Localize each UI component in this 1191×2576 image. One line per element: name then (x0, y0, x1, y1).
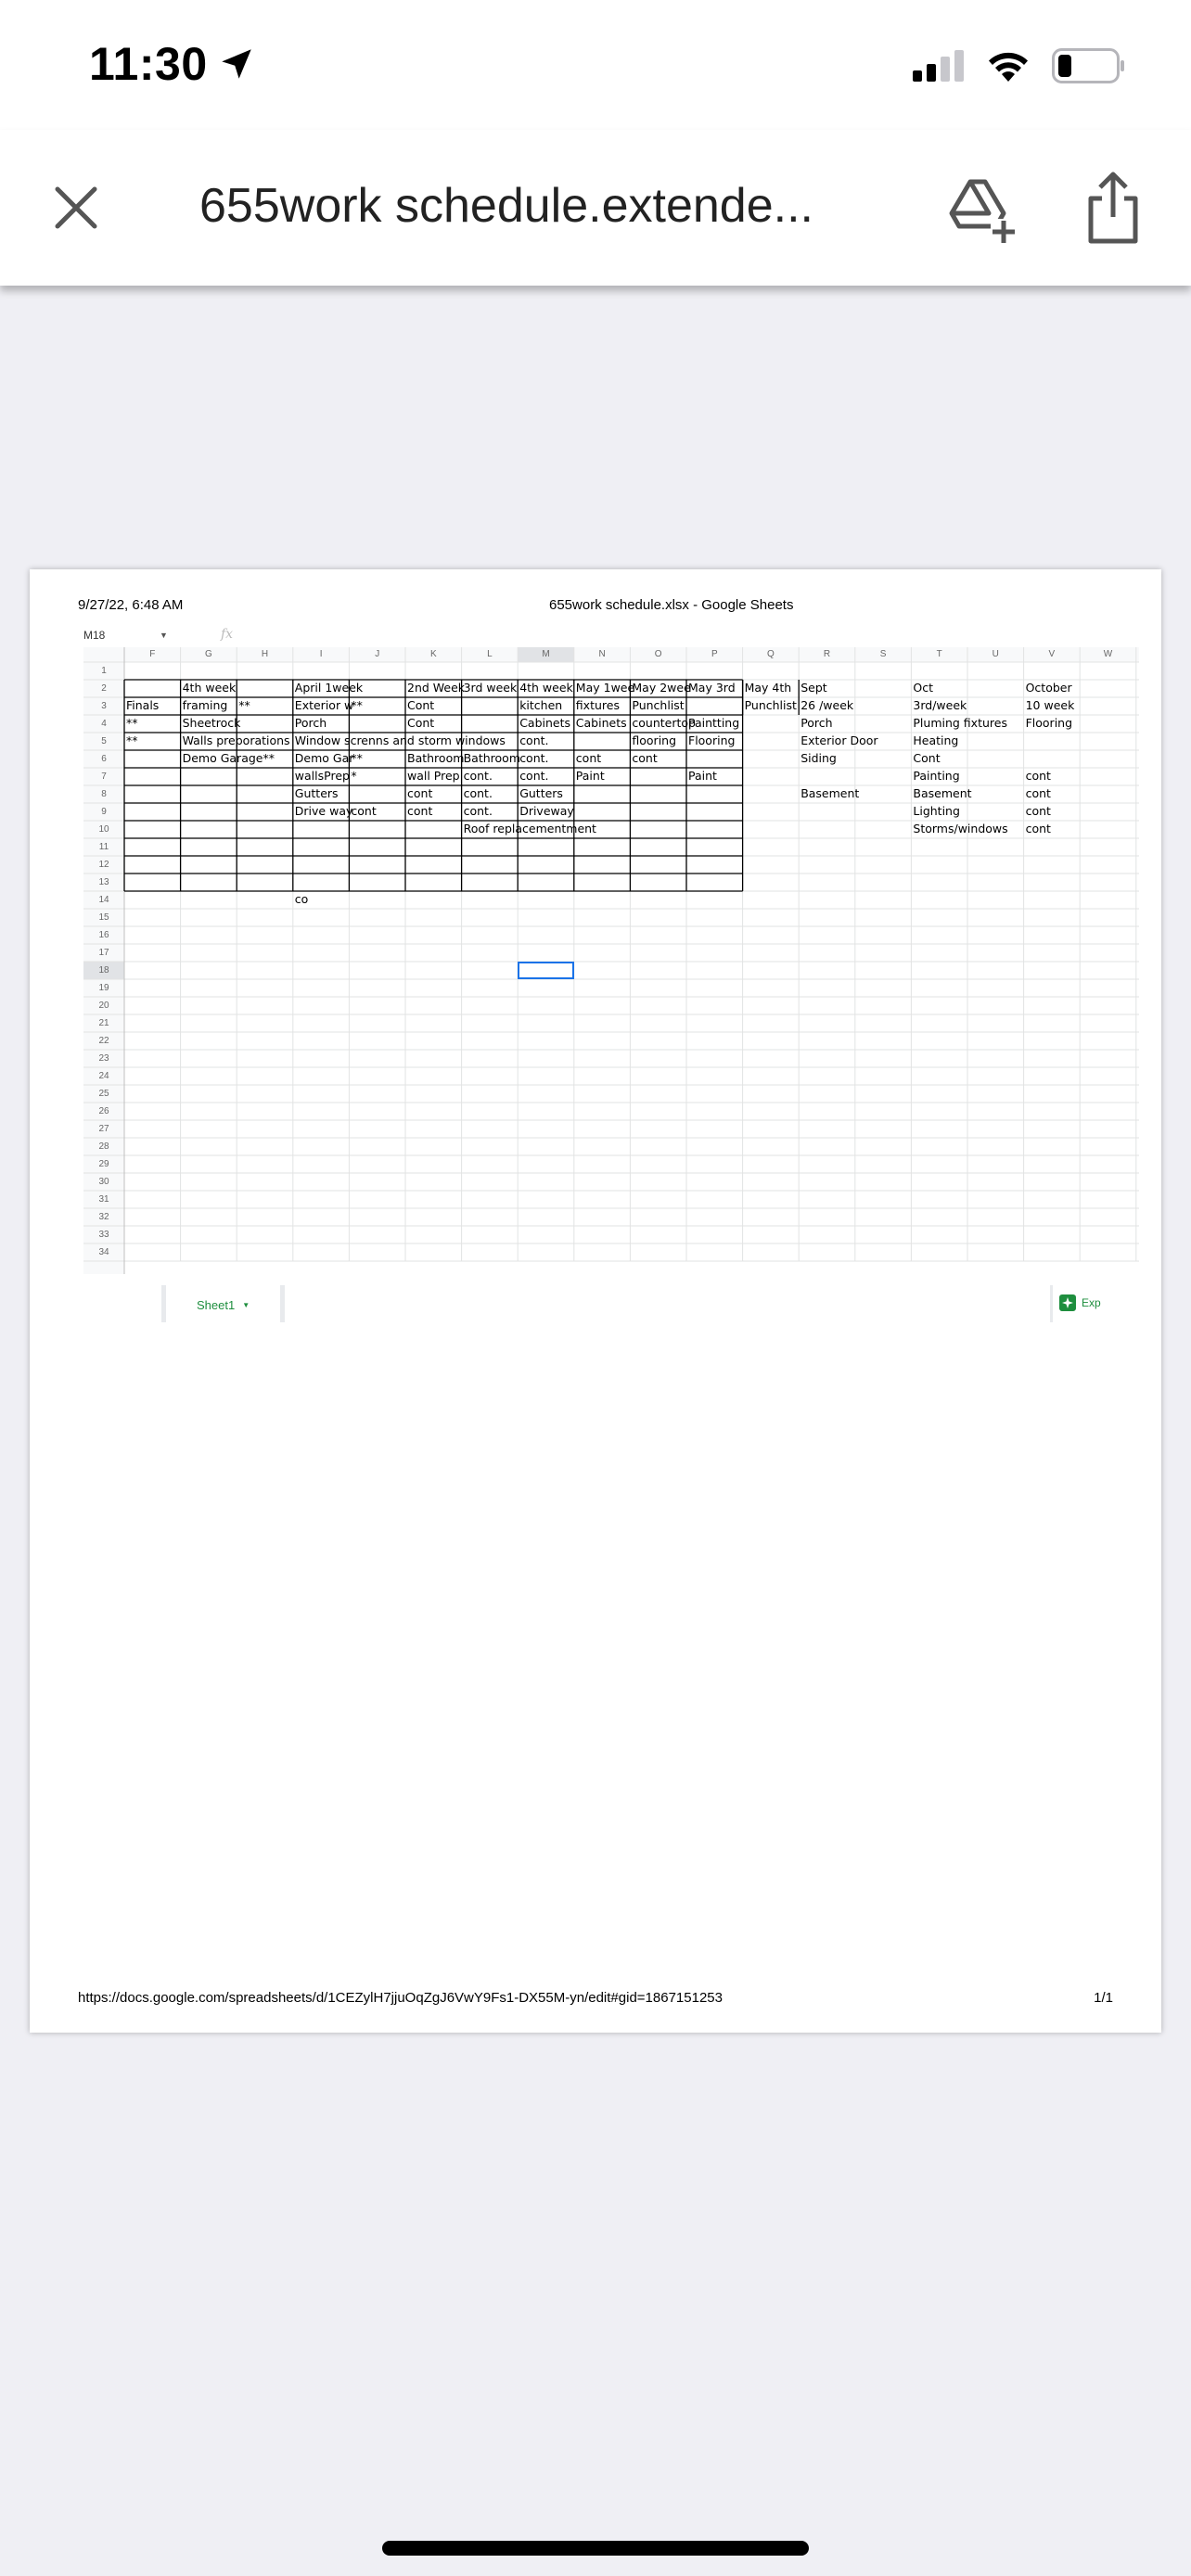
column-header-i[interactable]: I (319, 649, 323, 659)
column-header-s[interactable]: S (879, 649, 887, 659)
cell-t7[interactable]: Painting (913, 769, 960, 783)
formula-bar (83, 627, 1139, 644)
cell-n6[interactable]: cont (575, 751, 602, 765)
cell-v3[interactable]: 10 week (1025, 698, 1075, 712)
print-title: 655work schedule.xlsx - Google Sheets (549, 597, 794, 613)
cell-f3[interactable]: Finals (126, 698, 160, 712)
cell-p2[interactable]: May 3rd (688, 681, 736, 695)
cell-f5[interactable]: ** (126, 733, 138, 747)
cell-k8[interactable]: cont (407, 786, 433, 800)
location-arrow-icon (217, 45, 256, 83)
row-header-13[interactable]: 13 (98, 877, 109, 887)
document-toolbar (0, 130, 1191, 286)
row-header-17[interactable]: 17 (98, 948, 109, 958)
cell-o6[interactable]: cont (632, 751, 658, 765)
cell-k2[interactable]: 2nd Week (407, 681, 466, 695)
cell-g4[interactable]: Sheetrock (182, 716, 241, 730)
add-to-drive-button[interactable] (946, 174, 1017, 245)
print-page-number: 1/1 (1094, 1990, 1113, 2006)
pdf-page (30, 569, 1161, 2033)
close-button[interactable] (48, 180, 104, 236)
row-header-20[interactable]: 20 (98, 1001, 109, 1011)
row-header-32[interactable]: 32 (98, 1212, 109, 1222)
fx-icon: fx (221, 627, 234, 642)
home-indicator[interactable] (382, 2541, 809, 2556)
cell-n7[interactable]: Paint (575, 769, 605, 783)
sheet-tab-sheet1[interactable] (186, 1291, 261, 1319)
row-header-6[interactable]: 6 (101, 754, 107, 764)
cell-k3[interactable]: Cont (407, 698, 435, 712)
column-header-w[interactable]: W (1103, 649, 1113, 659)
row-header-24[interactable]: 24 (98, 1071, 109, 1081)
row-header-34[interactable]: 34 (98, 1247, 109, 1257)
name-box[interactable]: M18 (83, 629, 106, 642)
row-header-25[interactable]: 25 (98, 1089, 109, 1099)
cell-k6[interactable]: Bathroom (407, 751, 465, 765)
sheet-tab-bar (83, 1283, 1139, 1324)
cell-o2[interactable]: May 2wee (632, 681, 691, 695)
cell-m9[interactable]: Driveway (519, 804, 574, 818)
row-header-16[interactable]: 16 (98, 930, 109, 940)
cell-l8[interactable]: cont. (463, 786, 493, 800)
column-header-t[interactable]: T (936, 649, 942, 659)
cell-o3[interactable]: Punchlist (632, 698, 685, 712)
sheet-tab-label: Sheet1 (197, 1297, 236, 1312)
cell-k9[interactable]: cont (407, 804, 433, 818)
cell-g3[interactable]: framing (182, 698, 228, 712)
cell-n3[interactable]: fixtures (575, 698, 620, 712)
cell-i5[interactable]: Window screnns and storm windows (294, 733, 506, 747)
row-header-12[interactable]: 12 (98, 860, 109, 870)
row-header-3[interactable]: 3 (101, 701, 107, 711)
cell-i14[interactable]: co (294, 892, 309, 906)
cell-p4[interactable]: Paintting (688, 716, 740, 730)
cell-t2[interactable]: Oct (913, 681, 934, 695)
cell-g2[interactable]: 4th week (182, 681, 237, 695)
cell-n4[interactable]: Cabinets (575, 716, 627, 730)
status-icons (913, 48, 1126, 83)
cell-v7[interactable]: cont (1025, 769, 1051, 783)
cell-m5[interactable]: cont. (519, 733, 549, 747)
cell-m3[interactable]: kitchen (519, 698, 563, 712)
cell-r3[interactable]: 26 /week (800, 698, 854, 712)
selected-cell-outline (518, 962, 574, 979)
cell-o4[interactable]: countertop (632, 716, 696, 730)
cell-v8[interactable]: cont (1025, 786, 1051, 800)
row-header-21[interactable]: 21 (98, 1018, 109, 1028)
cell-t10[interactable]: Storms/windows (913, 822, 1008, 835)
explore-divider (1050, 1285, 1053, 1322)
cell-f4[interactable]: ** (126, 716, 138, 730)
cell-m7[interactable]: cont. (519, 769, 549, 783)
cell-i4[interactable]: Porch (294, 716, 327, 730)
cell-i3[interactable]: Exterior w (294, 698, 354, 712)
cell-t3[interactable]: 3rd/week (913, 698, 967, 712)
cell-k7[interactable]: wall Prep (407, 769, 460, 783)
status-time: 11:30 (89, 38, 208, 90)
cell-r5[interactable]: Exterior Door (800, 733, 878, 747)
cell-g6[interactable]: Demo Garage** (182, 751, 275, 765)
row-header-26[interactable]: 26 (98, 1106, 109, 1116)
cell-g5[interactable]: Walls preporations (182, 733, 290, 747)
row-header-15[interactable]: 15 (98, 912, 109, 923)
share-icon (1083, 171, 1143, 245)
cell-t8[interactable]: Basement (913, 786, 972, 800)
cell-i7[interactable]: wallsPrep (294, 769, 350, 783)
row-header-9[interactable]: 9 (101, 807, 107, 817)
explore-label: Exp (1082, 1296, 1101, 1309)
cell-i2[interactable]: April 1week (294, 681, 364, 695)
column-header-g[interactable]: G (205, 649, 212, 659)
row-header-27[interactable]: 27 (98, 1124, 109, 1134)
row-header-19[interactable]: 19 (98, 983, 109, 993)
cell-r4[interactable]: Porch (800, 716, 833, 730)
cell-r8[interactable]: Basement (800, 786, 860, 800)
cell-l7[interactable]: cont. (463, 769, 493, 783)
row-header-8[interactable]: 8 (101, 789, 107, 799)
row-header-2[interactable]: 2 (101, 683, 107, 694)
cell-i8[interactable]: Gutters (294, 786, 339, 800)
row-header-31[interactable]: 31 (98, 1194, 109, 1205)
cell-h3[interactable]: ** (238, 698, 250, 712)
cell-i9[interactable]: Drive way (294, 804, 353, 818)
row-header-11[interactable]: 11 (98, 842, 109, 852)
cell-p7[interactable]: Paint (688, 769, 717, 783)
cell-j7[interactable]: * (351, 769, 357, 783)
row-header-14[interactable]: 14 (98, 895, 109, 905)
chevron-down-icon: ▼ (160, 631, 168, 640)
cell-v9[interactable]: cont (1025, 804, 1051, 818)
row-header-18[interactable]: 18 (98, 965, 109, 976)
status-bar (0, 0, 1191, 130)
cellular-signal-icon (913, 50, 965, 82)
close-icon (48, 180, 104, 236)
column-header-l[interactable]: L (487, 649, 493, 659)
explore-icon (1059, 1294, 1076, 1311)
row-header-33[interactable]: 33 (98, 1230, 109, 1240)
cell-j6[interactable]: ** (351, 751, 363, 765)
column-header-q[interactable]: Q (767, 649, 775, 659)
cell-t4[interactable]: Pluming fixtures (913, 716, 1007, 730)
chevron-down-icon: ▼ (242, 1300, 250, 1309)
column-header-k[interactable]: K (429, 649, 437, 659)
cell-p5[interactable]: Flooring (688, 733, 736, 747)
cell-k4[interactable]: Cont (407, 716, 435, 730)
row-header-22[interactable]: 22 (98, 1036, 109, 1046)
cell-l6[interactable]: Bathroom (463, 751, 520, 765)
print-date: 9/27/22, 6:48 AM (78, 597, 184, 613)
cell-q3[interactable]: Punchlist (744, 698, 797, 712)
row-header-10[interactable]: 10 (98, 824, 109, 835)
cell-j9[interactable]: cont (351, 804, 377, 818)
cell-t9[interactable]: Lighting (913, 804, 960, 818)
column-header-r[interactable]: R (823, 649, 831, 659)
column-header-j[interactable]: J (375, 649, 380, 659)
cell-m8[interactable]: Gutters (519, 786, 563, 800)
column-header-m[interactable]: M (542, 649, 550, 659)
print-url: https://docs.google.com/spreadsheets/d/1CEZylH7jjuOqZgJ6VwY9Fs1-DX55M-yn/edit#gid=1867151253 (78, 1990, 723, 2006)
cell-m6[interactable]: cont. (519, 751, 549, 765)
column-header-p[interactable]: P (711, 649, 718, 659)
cell-q2[interactable]: May 4th (744, 681, 792, 695)
row-header-23[interactable]: 23 (98, 1053, 109, 1064)
spreadsheet-grid[interactable] (83, 647, 1139, 1274)
column-header-u[interactable]: U (992, 649, 999, 659)
row-header-30[interactable]: 30 (98, 1177, 109, 1187)
column-header-v[interactable]: V (1048, 649, 1056, 659)
row-header-5[interactable]: 5 (101, 736, 107, 746)
cell-t6[interactable]: Cont (913, 751, 941, 765)
cell-r2[interactable]: Sept (800, 681, 827, 695)
column-header-f[interactable]: F (149, 649, 156, 659)
cell-v2[interactable]: October (1025, 681, 1072, 695)
row-header-4[interactable]: 4 (101, 719, 107, 729)
cell-v10[interactable]: cont (1025, 822, 1051, 835)
column-header-h[interactable]: H (261, 649, 269, 659)
cell-l10[interactable]: Roof replacementment (463, 822, 596, 835)
row-header-28[interactable]: 28 (98, 1141, 109, 1152)
wifi-icon (985, 48, 1031, 83)
cell-m2[interactable]: 4th week (519, 681, 573, 695)
column-header-n[interactable]: N (598, 649, 606, 659)
column-header-o[interactable]: O (654, 649, 662, 659)
row-header-1[interactable]: 1 (101, 666, 107, 676)
share-button[interactable] (1083, 171, 1143, 245)
cell-j3[interactable]: ** (351, 698, 363, 712)
cell-l2[interactable]: 3rd week (463, 681, 518, 695)
battery-icon (1052, 48, 1126, 83)
cell-n2[interactable]: May 1wee (575, 681, 635, 695)
cell-r6[interactable]: Siding (800, 751, 837, 765)
drive-add-icon (946, 174, 1017, 245)
row-header-29[interactable]: 29 (98, 1159, 109, 1169)
status-time-group (89, 37, 256, 91)
cell-v4[interactable]: Flooring (1025, 716, 1073, 730)
cell-i6[interactable]: Demo Gar (294, 751, 354, 765)
cell-m4[interactable]: Cabinets (519, 716, 571, 730)
document-title: 655work schedule.extende... (199, 179, 813, 233)
cell-l9[interactable]: cont. (463, 804, 493, 818)
cell-o5[interactable]: flooring (632, 733, 677, 747)
row-header-7[interactable]: 7 (101, 772, 107, 782)
cell-t5[interactable]: Heating (913, 733, 959, 747)
explore-button[interactable] (1059, 1294, 1101, 1311)
